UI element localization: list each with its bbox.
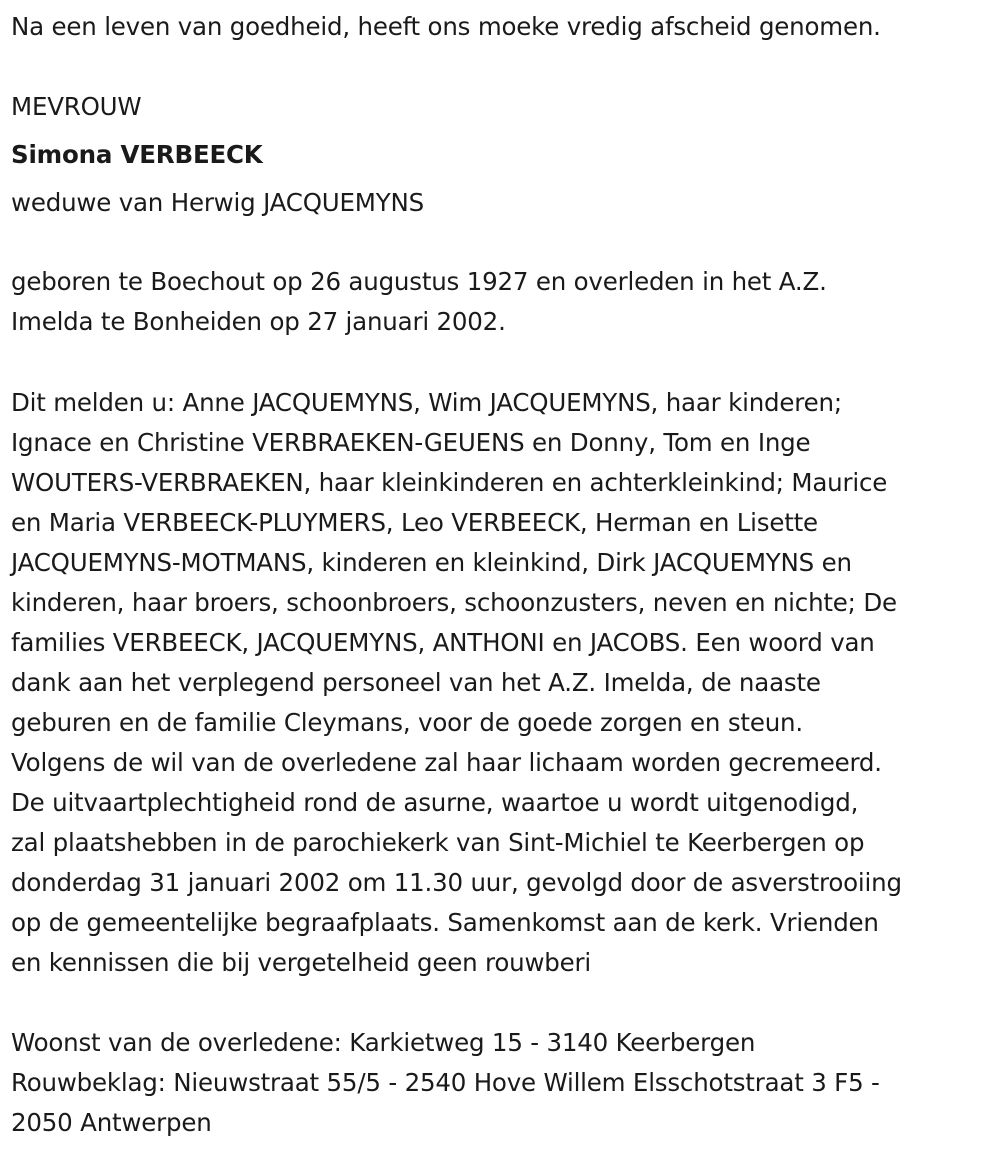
birth-death-line: Imelda te Bonheiden op 27 januari 2002. — [11, 307, 506, 336]
announcement-line: Dit melden u: Anne JACQUEMYNS, Wim JACQUEMYNS, haar kinderen; — [11, 388, 842, 417]
condolence-address-continued: 2050 Antwerpen — [11, 1108, 212, 1137]
announcement-line: zal plaatshebben in de parochiekerk van Sint-Michiel te Keerbergen op — [11, 828, 865, 857]
birth-death-section — [11, 262, 827, 342]
announcement-line: geburen en de familie Cleymans, voor de goede zorgen en steun. — [11, 708, 803, 737]
honorific-title: MEVROUW — [11, 92, 142, 121]
announcement-line: donderdag 31 januari 2002 om 11.30 uur, gevolgd door de asverstrooiing — [11, 868, 902, 897]
announcement-line: en Maria VERBEECK-PLUYMERS, Leo VERBEECK, Herman en Lisette — [11, 508, 818, 537]
name-section — [11, 135, 263, 175]
widow-section — [11, 183, 424, 223]
announcement-line: en kennissen die bij vergetelheid geen rouwberi — [11, 948, 592, 977]
condolence-address: Rouwbeklag: Nieuwstraat 55/5 - 2540 Hove Willem Elsschotstraat 3 F5 - — [11, 1068, 880, 1097]
birth-death-line: geboren te Boechout op 26 augustus 1927 en overleden in het A.Z. — [11, 267, 827, 296]
title-section — [11, 87, 141, 127]
widow-of-text: weduwe van Herwig JACQUEMYNS — [11, 188, 424, 217]
intro-section — [11, 7, 881, 47]
announcement-line: dank aan het verplegend personeel van het A.Z. Imelda, de naaste — [11, 668, 821, 697]
announcement-line: Volgens de wil van de overledene zal haar lichaam worden gecremeerd. — [11, 748, 882, 777]
intro-text: Na een leven van goedheid, heeft ons moeke vredig afscheid genomen. — [11, 12, 881, 41]
announcement-line: families VERBEECK, JACQUEMYNS, ANTHONI en JACOBS. Een woord van — [11, 628, 875, 657]
announcement-line: WOUTERS-VERBRAEKEN, haar kleinkinderen en achterkleinkind; Maurice — [11, 468, 888, 497]
residence-address: Woonst van de overledene: Karkietweg 15 - 3140 Keerbergen — [11, 1028, 756, 1057]
deceased-name: Simona VERBEECK — [11, 140, 263, 169]
announcement-section — [11, 383, 902, 983]
announcement-line: kinderen, haar broers, schoonbroers, schoonzusters, neven en nichte; De — [11, 588, 897, 617]
address-section — [11, 1023, 880, 1143]
announcement-line: JACQUEMYNS-MOTMANS, kinderen en kleinkind, Dirk JACQUEMYNS en — [11, 548, 852, 577]
announcement-line: op de gemeentelijke begraafplaats. Samenkomst aan de kerk. Vrienden — [11, 908, 879, 937]
announcement-line: Ignace en Christine VERBRAEKEN-GEUENS en Donny, Tom en Inge — [11, 428, 811, 457]
announcement-line: De uitvaartplechtigheid rond de asurne, waartoe u wordt uitgenodigd, — [11, 788, 859, 817]
